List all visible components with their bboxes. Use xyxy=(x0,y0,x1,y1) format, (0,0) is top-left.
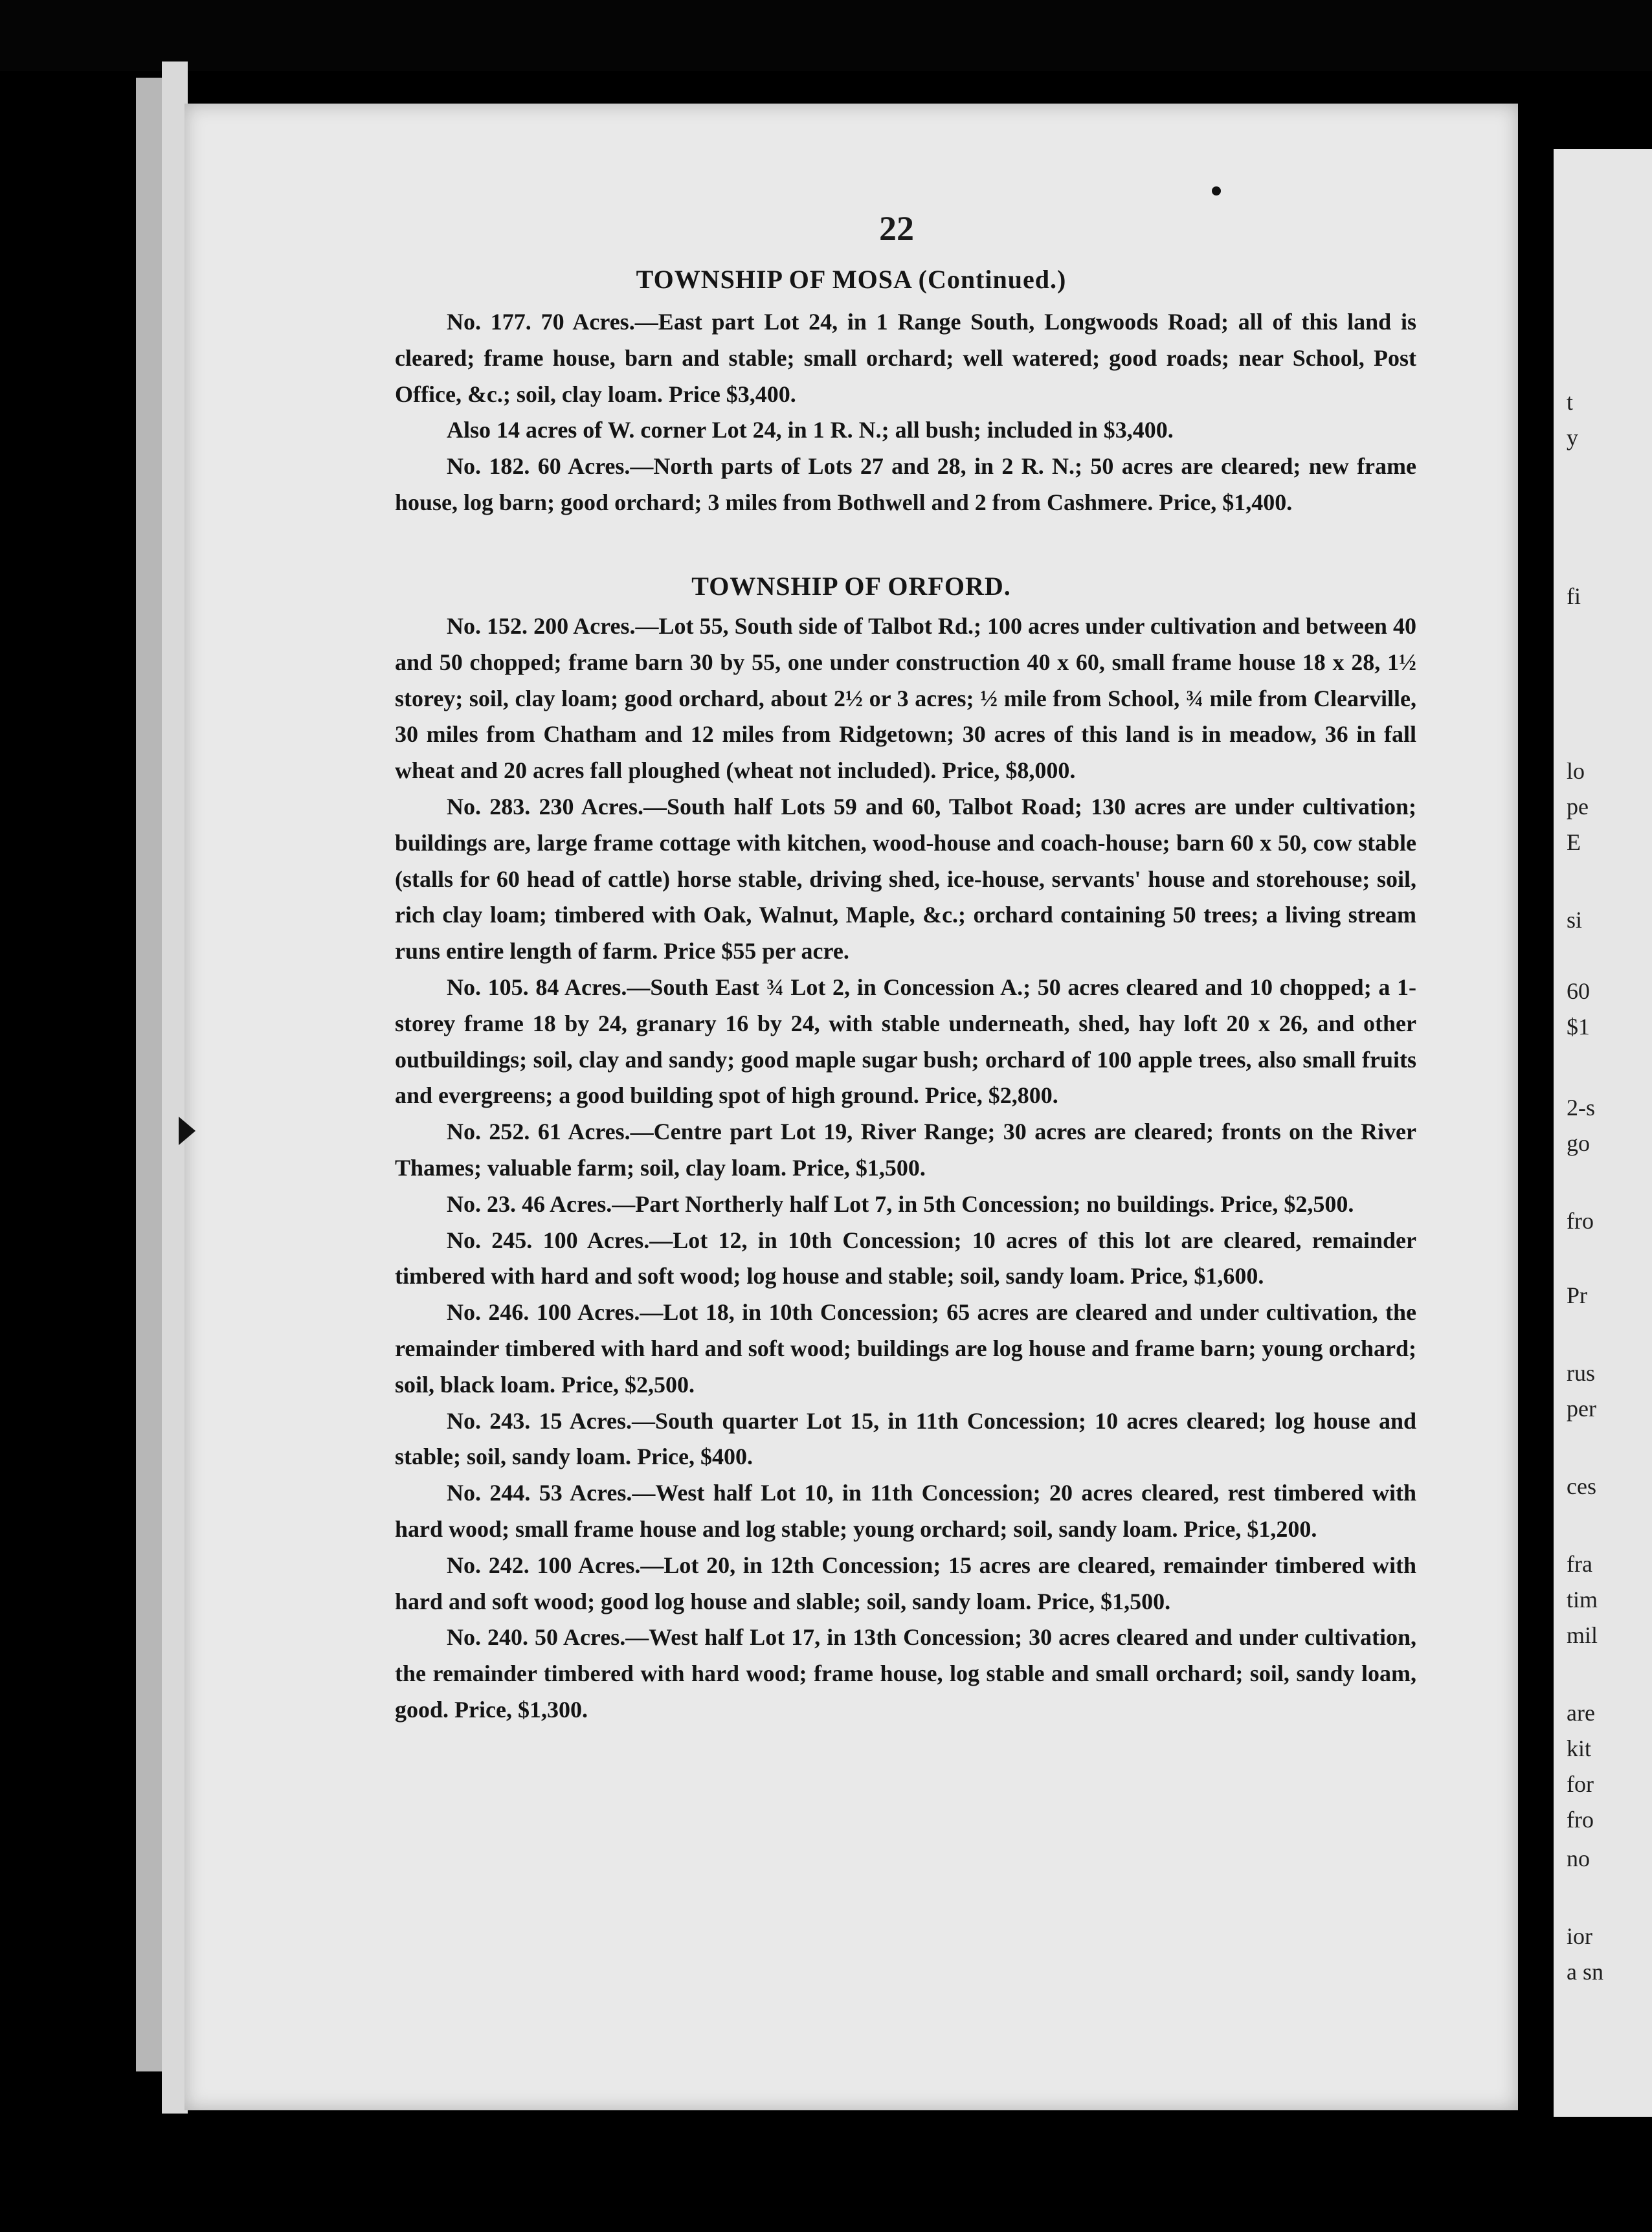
scan-border-top xyxy=(0,0,1652,71)
adjacent-page-fragment: a sn xyxy=(1567,1959,1603,1985)
adjacent-page-fragment: rus xyxy=(1567,1360,1595,1386)
listing-text: 100 Acres.—Lot 12, in 10th Concession; 10 acres of this lot are cleared, remainder timbered with hard and soft wood; log house and stable; soil, sandy loam. Price, $1,600. xyxy=(395,1227,1416,1289)
listing xyxy=(395,304,1416,412)
adjacent-page-fragment: fro xyxy=(1567,1208,1594,1234)
adjacent-page-fragment: t xyxy=(1567,389,1574,415)
listing-text: 53 Acres.—West half Lot 10, in 11th Concession; 20 acres cleared, rest timbered with hard wood; small frame house and log stable; young orchard; soil, sandy loam. Price, $1,200. xyxy=(395,1480,1417,1542)
listing-number: No. 283. xyxy=(447,793,531,820)
listing-number: No. 152. xyxy=(447,613,528,639)
listing-text: 70 Acres.—East part Lot 24, in 1 Range South, Longwoods Road; all of this land is cleared; frame house, barn and stable; small orchard; well watered; good roads; near School, Post Office, &c.; soil, clay loam. Price $3,400. xyxy=(395,309,1416,407)
adjacent-page-fragment: $1 xyxy=(1567,1014,1590,1040)
listing-number: No. 243. xyxy=(447,1407,531,1434)
township-heading-orford: TOWNSHIP OF ORFORD. xyxy=(691,572,1011,601)
adjacent-page-fragment: no xyxy=(1567,1846,1590,1871)
listing xyxy=(395,1114,1416,1187)
adjacent-page-fragment: fi xyxy=(1567,583,1581,609)
listing-number: No. 240. xyxy=(447,1624,528,1651)
orford-listings xyxy=(395,608,1416,1728)
listing-text: 230 Acres.—South half Lots 59 and 60, Talbot Road; 130 acres are under cultivation; buildings are, large frame cottage with kitchen, wood-house and coach-house; barn 60 x 50, cow stable (stalls for 60 head of cattle) horse stable, driving shed, ice-house, servants' house and storehouse; soil, rich clay loam; timbered with Oak, Walnut, Maple, &c.; orchard containing 50 trees; a living stream runs entire length of farm. Price $55 per acre. xyxy=(395,793,1417,965)
margin-marker xyxy=(179,1117,195,1145)
listing-number: No. 245. xyxy=(447,1227,533,1253)
mosa-listings xyxy=(395,304,1416,521)
adjacent-page-fragment: fro xyxy=(1567,1807,1594,1833)
listing-text: 84 Acres.—South East ¾ Lot 2, in Concession A.; 50 acres cleared and 10 chopped; a 1-storey frame 18 by 24, granary 16 by 24, with stable underneath, shed, hay loft 20 x 26, and other outbuildings; soil, clay and sandy; good maple sugar bush; orchard of 100 apple trees, also small fruits and evergreens; a good building spot of high ground. Price, $2,800. xyxy=(395,974,1417,1109)
adjacent-page-fragment: si xyxy=(1567,907,1583,933)
adjacent-page-fragment: ior xyxy=(1567,1923,1592,1949)
listing-text: 60 Acres.—North parts of Lots 27 and 28, in 2 R. N.; 50 acres are cleared; new frame house, log barn; good orchard; 3 miles from Bothwell and 2 from Cashmere. Price, $1,400. xyxy=(395,453,1417,515)
listing-number: No. 105. xyxy=(447,974,529,1000)
page-number: 22 xyxy=(879,209,914,248)
adjacent-page xyxy=(1554,149,1652,2117)
listing-number: No. 182. xyxy=(447,453,530,480)
listing xyxy=(395,1295,1416,1403)
listing xyxy=(395,1475,1416,1548)
listing xyxy=(395,1403,1416,1476)
listing-number: No. 177. xyxy=(447,309,531,335)
listing-number: No. 252. xyxy=(447,1119,530,1145)
adjacent-page-fragment: lo xyxy=(1567,758,1585,784)
adjacent-page-fragment: 2-s xyxy=(1567,1095,1595,1121)
adjacent-page-fragment: tim xyxy=(1567,1587,1598,1613)
listing-text: 200 Acres.—Lot 55, South side of Talbot Rd.; 100 acres under cultivation and between 40 and 50 chopped; frame barn 30 by 55, one under construction 40 x 60, small frame house 18 x 28, 1½ storey; soil, clay loam; good orchard, about 2½ or 3 acres; ½ mile from School, ¾ mile from Clearville, 30 miles from Chatham and 12 miles from Ridgetown; 30 acres of this land is in meadow, 36 in fall wheat and 20 acres fall ploughed (wheat not included). Price, $8,000. xyxy=(395,613,1417,784)
listing xyxy=(395,1620,1416,1728)
listing xyxy=(395,449,1416,521)
listing xyxy=(395,412,1416,449)
listing-text: 61 Acres.—Centre part Lot 19, River Range; 30 acres are cleared; fronts on the River Thames; valuable farm; soil, clay loam. Price, $1,500. xyxy=(395,1119,1417,1181)
adjacent-page-fragment: y xyxy=(1567,425,1578,451)
adjacent-page-fragment: Pr xyxy=(1567,1282,1588,1308)
adjacent-page-fragment: ces xyxy=(1567,1473,1596,1499)
listing-text: 100 Acres.—Lot 18, in 10th Concession; 65 acres are cleared and under cultivation, the remainder timbered with hard and soft wood; buildings are log house and frame barn; young orchard; soil, black loam. Price, $2,500. xyxy=(395,1299,1416,1398)
listing-number: No. 244. xyxy=(447,1480,531,1506)
listing-text: 100 Acres.—Lot 20, in 12th Concession; 15 acres are cleared, remainder timbered with hard and soft wood; good log house and slable; soil, sandy loam. Price, $1,500. xyxy=(395,1552,1417,1614)
listing xyxy=(395,970,1416,1114)
listing xyxy=(395,1548,1416,1620)
listing xyxy=(395,608,1416,789)
township-heading-mosa: TOWNSHIP OF MOSA (Continued.) xyxy=(636,265,1067,294)
listing-text: 15 Acres.—South quarter Lot 15, in 11th Concession; 10 acres cleared; log house and stable; soil, sandy loam. Price, $400. xyxy=(395,1407,1417,1470)
adjacent-page-fragment: are xyxy=(1567,1700,1595,1726)
listing-number: No. 23. xyxy=(447,1190,516,1217)
listing-text: 46 Acres.—Part Northerly half Lot 7, in 5th Concession; no buildings. Price, $2,500. xyxy=(522,1190,1354,1217)
adjacent-page-fragment: fra xyxy=(1567,1551,1592,1577)
listing-text: Also 14 acres of W. corner Lot 24, in 1 R. N.; all bush; included in $3,400. xyxy=(447,417,1174,443)
adjacent-page-fragment: E xyxy=(1567,829,1581,855)
listing xyxy=(395,789,1416,970)
adjacent-page-fragment: kit xyxy=(1567,1735,1592,1761)
listing xyxy=(395,1223,1416,1295)
adjacent-page-fragment: mil xyxy=(1567,1622,1598,1648)
adjacent-page-fragment: pe xyxy=(1567,794,1589,820)
listing xyxy=(395,1187,1416,1223)
adjacent-page-fragment: go xyxy=(1567,1130,1590,1156)
listing-number: No. 242. xyxy=(447,1552,530,1578)
listing-text: 50 Acres.—West half Lot 17, in 13th Concession; 30 acres cleared and under cultivation, the remainder timbered with hard wood; frame house, log stable and small orchard; soil, sandy loam, good. Price, $1,300. xyxy=(395,1624,1417,1723)
adjacent-page-fragment: 60 xyxy=(1567,978,1590,1004)
adjacent-page-fragment: for xyxy=(1567,1771,1594,1797)
binding-edge-outer xyxy=(136,78,162,2071)
binding-edge xyxy=(162,61,188,2114)
listing-number: No. 246. xyxy=(447,1299,530,1326)
ink-dot xyxy=(1212,186,1221,195)
adjacent-page-fragment: per xyxy=(1567,1396,1596,1422)
